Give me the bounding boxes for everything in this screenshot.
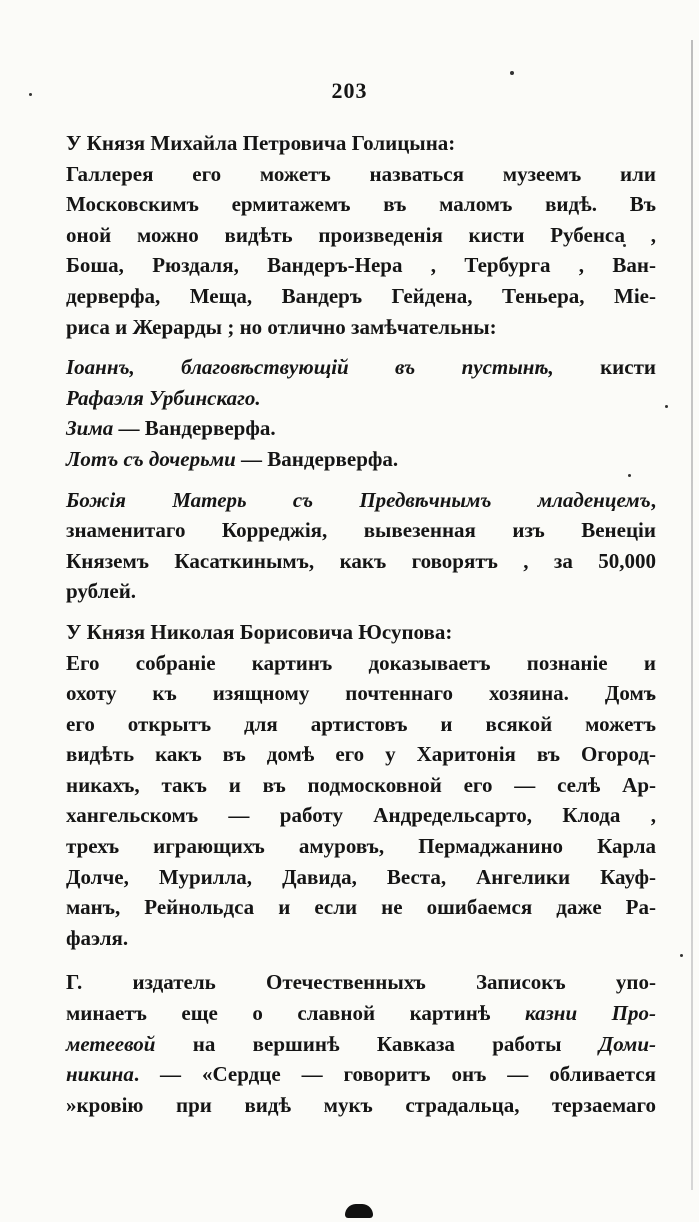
text-line: его открытъ для артистовъ и всякой можетъ (66, 711, 656, 736)
text-line: никахъ, такъ и въ подмосковной его — селѣ Ар- (66, 772, 656, 797)
work-title: Зима (66, 416, 114, 441)
text-line: фаэля. (66, 925, 129, 950)
page-number: 203 (331, 78, 368, 103)
text-line: манъ, Рейнольдса и если не ошибаемся даже Ра- (66, 895, 656, 920)
text-line: Его собраніе картинъ доказываетъ познаніе и (66, 650, 656, 675)
text-line: охоту къ изящному почтеннаго хозяина. Домъ (66, 681, 656, 706)
text-line: видѣть какъ въ домѣ его у Харитонія въ Огород- (66, 742, 656, 767)
heading-golitsyn: У Князя Михайла Петровича Голицына: (66, 131, 456, 155)
text-line: Московскимъ ермитажемъ въ маломъ видѣ. Въ (66, 192, 656, 217)
page-edge-shadow (691, 40, 693, 1190)
italic-run: никина (66, 1062, 134, 1087)
italic-run: Доми- (598, 1031, 656, 1056)
italic-run: метеевой (66, 1031, 156, 1056)
text-line (66, 1029, 656, 1060)
work-title: Божія Матерь съ Предвѣчнымъ младенцемъ (66, 487, 651, 512)
text-line: рублей. (66, 579, 137, 604)
text-run: . — «Сердце — говоритъ онъ — обливается (133, 1062, 656, 1087)
text-line: Галлерея его можетъ назваться музеемъ или (66, 161, 656, 186)
heading-yusupov: У Князя Николая Борисовича Юсупова: (66, 619, 453, 644)
work-title: Іоаннъ, благовѣствующій въ пустынѣ, (66, 355, 554, 380)
work-artist: — Вандерверфа. (235, 446, 399, 471)
text-line: »кровію при видѣ мукъ страдальца, терзаемаго (66, 1092, 656, 1117)
text-line: Боша, Рюздаля, Вандеръ-Нера , Тербурга , Ван- (66, 253, 656, 278)
work-zima (66, 413, 656, 444)
text-line: хангельскомъ — работу Андредельсарто, Клода , (66, 803, 656, 828)
text-line: риса и Жерарды ; но отлично замѣчательны: (66, 314, 497, 339)
text-line: Княземъ Касаткинымъ, какъ говорятъ , за 50,000 (66, 548, 656, 573)
text-run: минаетъ еще о славной картинѣ (66, 1001, 525, 1026)
text-line: Г. издатель Отечественныхъ Записокъ упо- (66, 970, 656, 995)
work-artist: — Вандерверфа. (113, 416, 276, 441)
work-ioann-artist: Рафаэля Урбинскаго. (66, 385, 261, 410)
text-line: знаменитаго Корреджія, вывезенная изъ Венеціи (66, 518, 656, 543)
text-run: на вершинѣ Кавказа работы (155, 1031, 599, 1056)
work-lot (66, 444, 656, 475)
italic-run: казни Про- (524, 1001, 656, 1026)
work-title: Лотъ съ дочерьми (66, 446, 236, 471)
work-artist: кисти (553, 355, 656, 380)
work-ioann (66, 352, 656, 383)
text-line: оной можно видѣть произведенія кисти Рубенса , (66, 222, 656, 247)
text-line: трехъ играющихъ амуровъ, Пермаджанино Карла (66, 834, 656, 859)
work-punct: , (650, 487, 656, 512)
ink-blot (345, 1204, 373, 1218)
work-madonna (66, 485, 656, 516)
text-line (66, 1059, 656, 1090)
text-line: Долче, Мурилла, Давида, Веста, Ангелики Кауф- (66, 864, 656, 889)
page-body (66, 128, 656, 1120)
text-line (66, 998, 656, 1029)
text-line: дерверфа, Меща, Вандеръ Гейдена, Теньера, Міе- (66, 283, 656, 308)
